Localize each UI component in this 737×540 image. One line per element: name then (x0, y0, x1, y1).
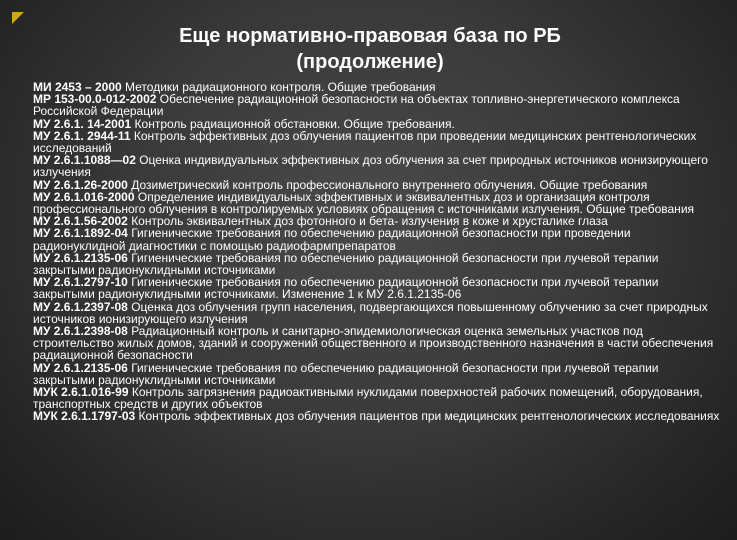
document-code: МУ 2.6.1. 2944-11 (33, 128, 131, 143)
document-code: МУК 2.6.1.016-99 (33, 385, 129, 400)
corner-arrow-icon (12, 12, 24, 24)
document-code: МИ 2453 – 2000 (33, 80, 122, 94)
document-title: Контроль загрязнения радиоактивными нуклидами поверхностей рабочих помещений, оборудования, транспортных средств и других объектов (33, 385, 703, 412)
document-code: МУ 2.6.1.2797-10 (33, 275, 128, 290)
document-title: Оценка индивидуальных эффективных доз облучения за счет природных источников ионизирующего излучения (33, 153, 708, 180)
list-item (33, 276, 723, 300)
document-title: Обеспечение радиационной безопасности на объектах топливно-энергетического комплекса Российской Федерации (33, 92, 680, 119)
document-code: МУК 2.6.1.1797-03 (33, 409, 136, 424)
document-title: Контроль радиационной обстановки. Общие требования. (131, 116, 455, 131)
list-item (33, 386, 723, 410)
list-item (33, 410, 723, 422)
document-title: Радиационный контроль и санитарно-эпидемиологическая оценка земельных участков под строительство жилых домов, зданий и сооружений общественного и производственного назначения в части обеспечения радиационной безопасности (33, 324, 714, 363)
title-line-2: (продолжение) (296, 51, 444, 73)
document-code: МУ 2.6.1.1088—02 (33, 153, 136, 168)
document-code: МУ 2.6.1.56-2002 (33, 214, 128, 229)
list-item (33, 154, 723, 178)
document-title: Методики радиационного контроля. Общие требования (121, 80, 436, 94)
document-code: МУ 2.6.1.2135-06 (33, 250, 128, 265)
document-title: Контроль эффективных доз облучения пациентов при проведении медицинских рентгенологических исследований (33, 128, 697, 156)
document-code: МУ 2.6.1.26-2000 (33, 177, 128, 192)
list-item (33, 325, 723, 362)
document-code: МУ 2.6.1.2398-08 (33, 324, 128, 339)
document-title: Оценка доз облучения групп населения, подвергающихся повышенному облучению за счет природных источников ионизирующего излучения (33, 299, 708, 326)
document-title: Контроль эффективных доз облучения пациентов при медицинских рентгенологических исследованиях (135, 409, 720, 424)
title-line-1: Еще нормативно-правовая база по РБ (179, 25, 561, 47)
slide-title (40, 23, 700, 75)
list-item (33, 93, 723, 117)
document-code: МУ 2.6.1. 14-2001 (33, 116, 132, 131)
document-title: Гигиенические требования по обеспечению радиационной безопасности при лучевой терапии закрытыми радионуклидными источниками. Изменение 1 к МУ 2.6.1.2135-06 (33, 275, 659, 302)
document-title: Гигиенические требования по обеспечению радиационной безопасности при лучевой терапии закрытыми радионуклидными источниками (33, 250, 659, 278)
document-code: МУ 2.6.1.1892-04 (33, 226, 128, 241)
list-item (33, 362, 723, 386)
document-title: Гигиенические требования по обеспечению радиационной безопасности при лучевой терапии закрытыми радионуклидными источниками (33, 360, 659, 387)
document-code: МУ 2.6.1.2397-08 (33, 299, 128, 314)
list-item (33, 227, 723, 251)
list-item (33, 252, 723, 276)
list-item (33, 301, 723, 325)
document-title: Дозиметрический контроль профессионального внутреннего облучения. Общие требования (127, 177, 648, 192)
document-title: Определение индивидуальных эффективных и эквивалентных доз и организация контроля профессионального облучения в контролируемых условиях обращения с источниками излучения. Общие требования (33, 189, 695, 217)
document-title: Контроль эквивалентных доз фотонного и бета- излучения в коже и хрусталике глаза (127, 214, 608, 229)
regulations-list (33, 81, 723, 423)
document-code: МУ 2.6.1.2135-06 (33, 360, 128, 375)
list-item (33, 130, 723, 154)
document-code: МР 153-00.0-012-2002 (33, 92, 157, 107)
document-title: Гигиенические требования по обеспечению радиационной безопасности при проведении радионуклидной диагностики с помощью радиофармпрепаратов (33, 226, 631, 253)
list-item (33, 191, 723, 215)
document-code: МУ 2.6.1.016-2000 (33, 189, 135, 204)
